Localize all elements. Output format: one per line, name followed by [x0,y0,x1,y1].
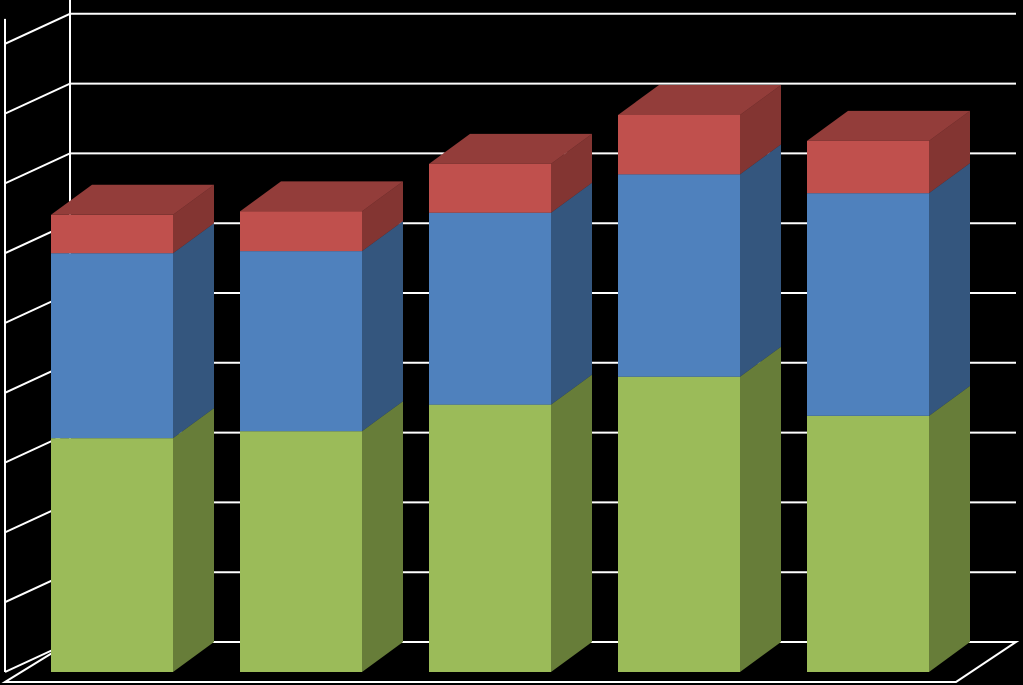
bar-segment [807,416,929,672]
bar-segment-side [362,221,403,431]
bar-stack [240,181,403,672]
bar-segment-side [551,183,592,405]
bar-segment [618,377,740,672]
bar-stack [807,111,970,672]
bar-segment-side [551,375,592,672]
side-wall-gridline [5,14,70,44]
bar-segment-side [740,144,781,376]
bar-segment [618,115,740,174]
bar-segment [618,174,740,376]
bar-segment-side [929,163,970,416]
bar-stack [51,185,214,672]
bar-segment [240,211,362,251]
bar-stack [429,134,592,672]
bar-segment [51,438,173,672]
bar-segment [429,164,551,213]
bar-segment [240,251,362,431]
bar-segment [240,431,362,672]
bar-segment [429,405,551,672]
bar-segment-side [929,386,970,672]
bar-stack [618,85,781,672]
bar-segment [51,215,173,253]
bar-segment [51,253,173,438]
side-wall-gridline [5,153,70,183]
bar-segment-side [173,223,214,438]
bar-segment [429,213,551,405]
bar-segment-side [362,401,403,672]
bar-segment-side [740,347,781,672]
bar-segment [807,141,929,193]
side-wall-gridline [5,84,70,114]
bar-segment [807,193,929,416]
chart-bars [51,85,970,672]
bar-segment-side [173,408,214,672]
